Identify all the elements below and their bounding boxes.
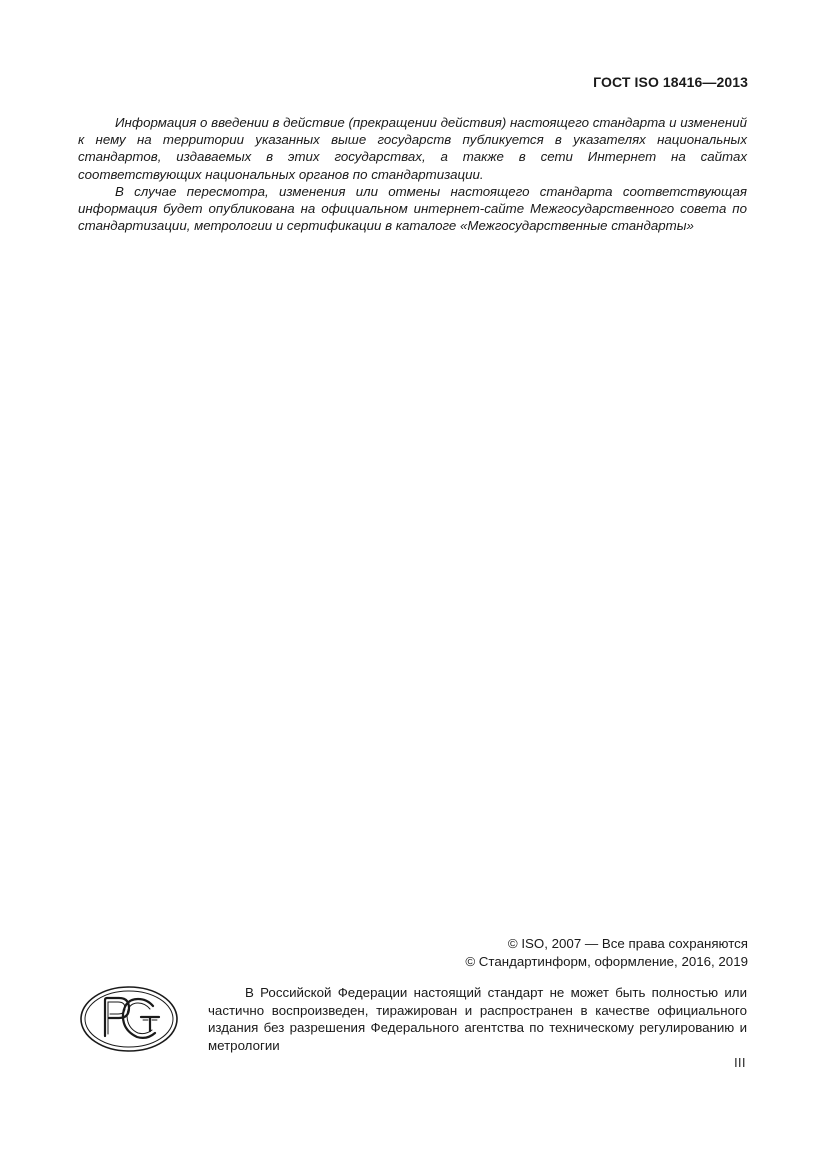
copyright-standartinform: © Стандартинформ, оформление, 2016, 2019 [465,953,748,969]
copyright-iso: © ISO, 2007 — Все права сохраняются [507,936,748,951]
info-paragraph-revision: В случае пересмотра, изменения или отмены настоящего стандарта соответствующая информация будет опубликована на официальном интернет-сайте Межгосударственного совета по стандартизации, метрологии и сертификации в каталоге «Межгосударственные стандарты» [78,183,747,234]
standard-code-header: ГОСТ ISO 18416—2013 [593,74,748,90]
info-paragraph-introduction: Информация о введении в действие (прекращении действия) настоящего стандарта и изменений к нему на территории указанных выше государств публикуется в указателях национальных стандартов, издаваемых в этих государствах, а также в сети Интернет на сайтах соответствующих национальных органов по стандартизации. [78,115,747,182]
publication-info-block [78,114,747,234]
page-number: III [734,1056,746,1070]
rst-conformity-mark-icon [79,984,179,1054]
reproduction-notice: В Российской Федерации настоящий стандарт не может быть полностью или частично воспроизведен, тиражирован и распространен в качестве официального издания без разрешения Федерального агентства по техническому регулированию и метрологии [208,985,747,1053]
copyright-block [465,935,748,970]
